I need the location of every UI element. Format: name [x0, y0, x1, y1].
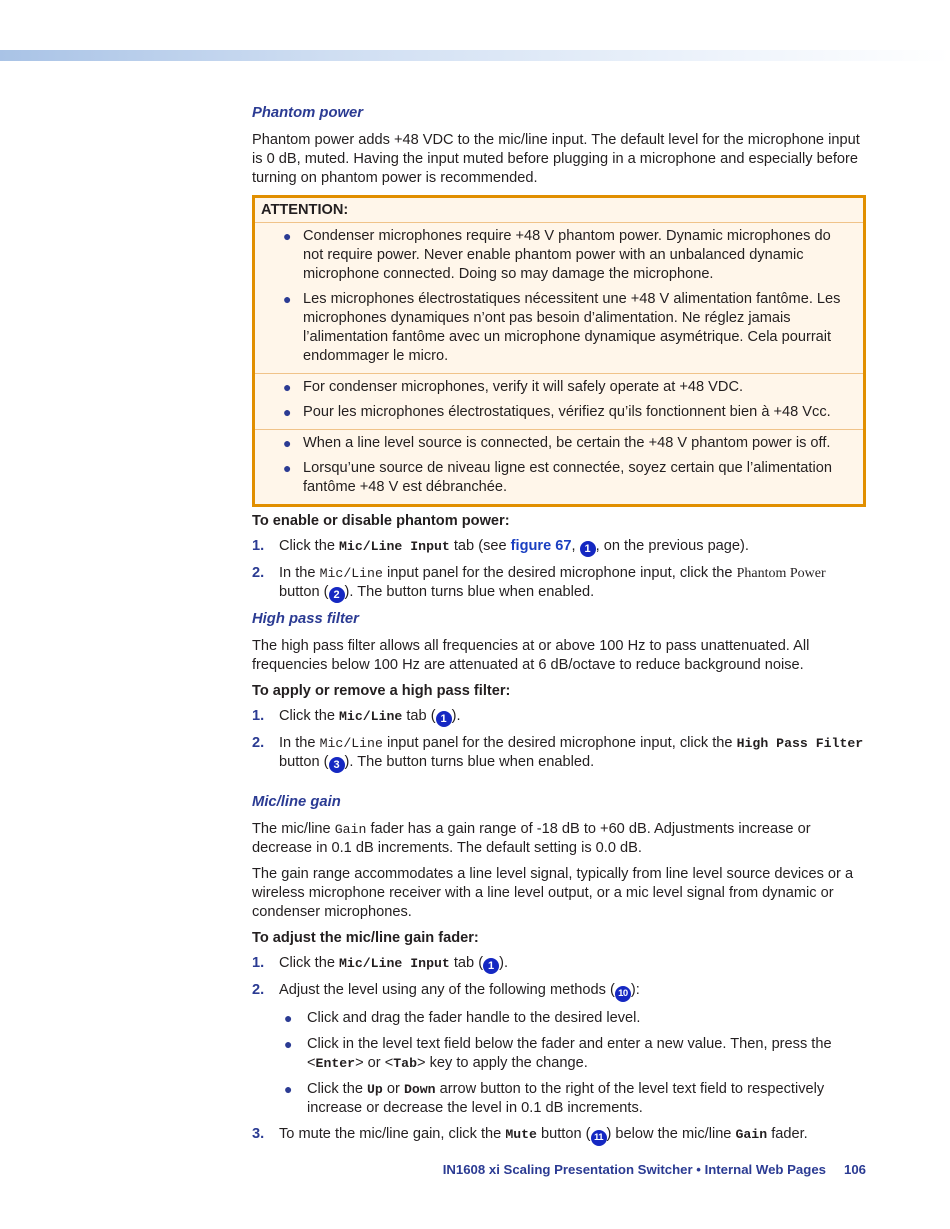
callout-number-icon: 2 [329, 587, 345, 603]
bullet-icon: ● [283, 404, 292, 420]
bullet-icon: ● [283, 435, 292, 451]
ui-reference: Down [403, 1082, 436, 1097]
step-text: button ( [536, 1126, 591, 1142]
step-text: button ( [279, 584, 329, 600]
ui-reference: Gain [334, 822, 367, 837]
attention-text: Pour les microphones électrostatiques, vérifiez qu’ils fonctionnent bien à +48 Vcc. [303, 404, 831, 420]
bullet-icon: ● [283, 460, 292, 476]
step-item [252, 734, 866, 773]
section-heading-high-pass-filter: High pass filter [252, 611, 359, 627]
callout-number-icon: 1 [580, 541, 596, 557]
ui-reference: Up [367, 1082, 383, 1097]
procedure-title-phantom: To enable or disable phantom power: [252, 513, 510, 529]
bullet-text: Click in the level text field below the fader and enter a new value. Then, press the < [307, 1036, 832, 1071]
key-reference: Enter [315, 1056, 356, 1071]
step-text: tab (see [449, 538, 511, 554]
step-text: Adjust the level using any of the following methods ( [279, 982, 615, 998]
bullet-text: arrow button to the right of the level text field to respectively increase or decrease the level in 0.1 dB increments. [307, 1081, 825, 1116]
step-text: ). The button turns blue when enabled. [344, 754, 595, 770]
bullet-icon: ● [284, 1036, 293, 1052]
ui-reference: Phantom Power [736, 566, 826, 581]
callout-number-icon: 3 [329, 757, 345, 773]
header-band [0, 50, 950, 61]
phantom-intro: Phantom power adds +48 VDC to the mic/line input. The default level for the microphone input is 0 dB, muted. Having the input muted before plugging in a microphone and especially before turning on phantom power is recommended. [252, 132, 860, 186]
step-text: Click the [279, 708, 340, 724]
step-text: ) below the mic/line [606, 1126, 736, 1142]
callout-number-icon: 10 [615, 986, 631, 1002]
step-number: 3. [252, 1126, 265, 1142]
step-text: To mute the mic/line gain, click the [279, 1126, 506, 1142]
page-footer [300, 1162, 866, 1177]
page-number: 106 [843, 1162, 866, 1177]
step-text: ): [630, 982, 640, 998]
attention-text: When a line level source is connected, be certain the +48 V phantom power is off. [303, 435, 831, 451]
gain-intro [252, 820, 866, 858]
attention-text: Condenser microphones require +48 V phantom power. Dynamic microphones do not require power. Never enable phantom power with an unbalanced dynamic microphone connected. Doing so may damage the microphone. [303, 228, 831, 282]
callout-number-icon: 1 [483, 958, 499, 974]
bullet-text: > or < [355, 1055, 394, 1071]
step-item [252, 954, 866, 974]
step-text: input panel for the desired microphone input, click the [382, 735, 737, 751]
paragraph-text: The mic/line [252, 821, 335, 837]
bullet-text: or [382, 1081, 404, 1097]
bullet-icon: ● [283, 291, 292, 307]
step-text: button ( [279, 754, 329, 770]
bullet-icon: ● [284, 1010, 293, 1026]
step-text: ). [499, 955, 508, 971]
step-item [252, 707, 866, 727]
list-item [252, 1009, 866, 1028]
paragraph-text: fader has a gain range of -18 dB to +60 dB. Adjustments increase or decrease in 0.1 dB increments. The default setting is 0.0 dB. [252, 821, 811, 856]
attention-item [283, 403, 851, 422]
ui-reference: Mic/Line [319, 566, 383, 581]
step-item [252, 537, 866, 557]
step-number: 2. [252, 565, 265, 581]
attention-text: Lorsqu’une source de niveau ligne est connectée, soyez certain que l’alimentation fantôme +48 V est débranchée. [303, 460, 832, 495]
attention-text: Les microphones électrostatiques nécessitent une +48 V alimentation fantôme. Les microphones dynamiques n’ont pas besoin d’alimentation. Ne réglez jamais l’alimentation fantôme avec un microphone dynamique asymétrique. Cela pourrait endommager le micro. [303, 291, 841, 364]
section-heading-mic-line-gain: Mic/line gain [252, 794, 341, 810]
attention-item [283, 378, 851, 397]
ui-reference: Mic/Line [339, 709, 403, 724]
phantom-steps [252, 537, 866, 603]
procedure-title-gain: To adjust the mic/line gain fader: [252, 930, 479, 946]
list-item [252, 1035, 866, 1073]
attention-title: ATTENTION: [255, 198, 863, 223]
ui-reference: High Pass Filter [736, 736, 864, 751]
footer-title: IN1608 xi Scaling Presentation Switcher • Internal Web Pages [442, 1162, 826, 1177]
gain-paragraph: The gain range accommodates a line level signal, typically from line level source devices or a wireless microphone receiver with a line level output, or a mic level signal from dynamic or condenser microphones. [252, 866, 854, 920]
attention-item [283, 227, 851, 284]
ui-reference: Mic/Line [319, 736, 383, 751]
hpf-intro: The high pass filter allows all frequencies at or above 100 Hz to pass unattenuated. All frequencies below 100 Hz are attenuated at 6 dB/octave to reduce background noise. [252, 638, 810, 673]
bullet-icon: ● [283, 228, 292, 244]
step-text: Click the [279, 955, 340, 971]
attention-item [283, 290, 851, 366]
procedure-title-hpf: To apply or remove a high pass filter: [252, 683, 511, 699]
attention-group [255, 374, 863, 430]
ui-reference: Gain [735, 1127, 768, 1142]
attention-item [283, 434, 851, 453]
step-number: 1. [252, 538, 265, 554]
step-text: Click the [279, 538, 340, 554]
attention-box [252, 195, 866, 507]
step-text: input panel for the desired microphone input, click the [382, 565, 737, 581]
key-reference: Tab [393, 1056, 417, 1071]
ui-reference: Mute [505, 1127, 537, 1142]
attention-item [283, 459, 851, 497]
bullet-text: Click the [307, 1081, 368, 1097]
step-number: 2. [252, 982, 265, 998]
list-item [252, 1080, 866, 1118]
callout-number-icon: 1 [436, 711, 452, 727]
attention-group [255, 430, 863, 504]
section-heading-phantom-power: Phantom power [252, 105, 363, 121]
step-item [252, 1125, 866, 1146]
gain-steps [252, 954, 866, 1146]
ui-reference: Mic/Line Input [339, 539, 450, 554]
attention-group [255, 223, 863, 374]
step-item [252, 981, 866, 1002]
attention-text: For condenser microphones, verify it will safely operate at +48 VDC. [303, 379, 744, 395]
bullet-icon: ● [283, 379, 292, 395]
step-number: 2. [252, 735, 265, 751]
bullet-icon: ● [284, 1081, 293, 1097]
callout-number-icon: 11 [591, 1130, 607, 1146]
ui-reference: Mic/Line Input [339, 956, 450, 971]
step-item [252, 564, 866, 603]
page-content [252, 104, 866, 1153]
step-text: In the [279, 565, 320, 581]
step-number: 1. [252, 955, 265, 971]
bullet-text: > key to apply the change. [417, 1055, 588, 1071]
step-text: In the [279, 735, 320, 751]
figure-link[interactable]: figure 67 [510, 538, 572, 554]
step-text: , on the previous page). [595, 538, 749, 554]
step-text: ). [451, 708, 461, 724]
step-text: fader. [767, 1126, 808, 1142]
bullet-text: Click and drag the fader handle to the desired level. [307, 1010, 641, 1026]
step-text: tab ( [449, 955, 484, 971]
hpf-steps [252, 707, 866, 773]
step-number: 1. [252, 708, 265, 724]
step-text: tab ( [402, 708, 436, 724]
step-text: , [571, 538, 576, 554]
step-text: ). The button turns blue when enabled. [344, 584, 595, 600]
